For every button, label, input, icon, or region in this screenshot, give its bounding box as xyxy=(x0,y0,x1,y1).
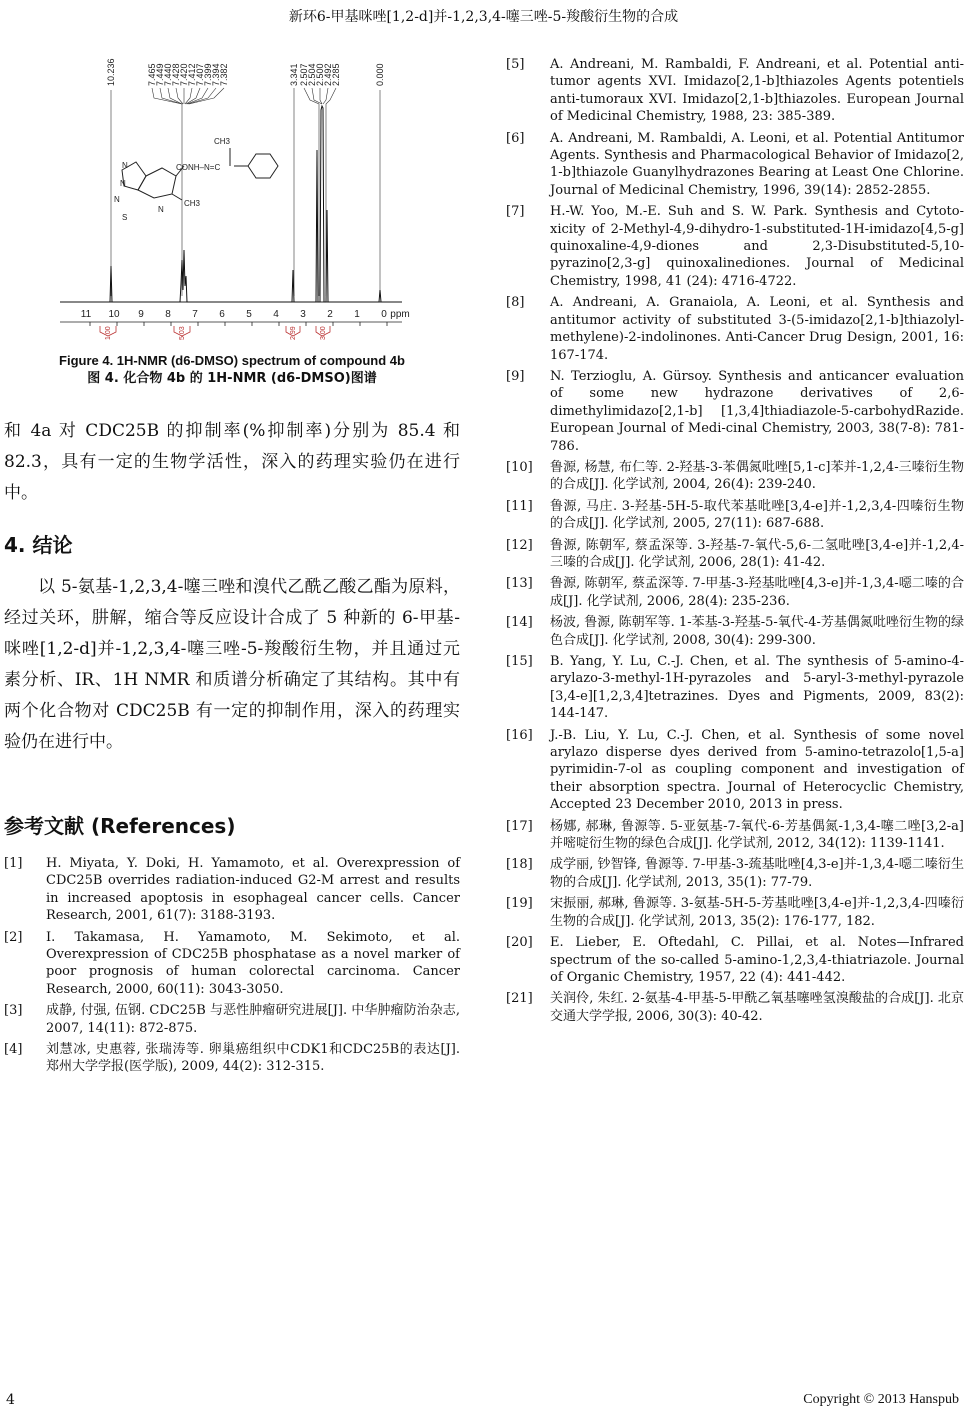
axis-tick: 9 xyxy=(138,309,144,320)
references-heading: 参考文献 (References) xyxy=(4,814,236,838)
peak-label: 7.394 xyxy=(211,63,221,86)
peak-label: 7.465 xyxy=(147,63,157,86)
reference-item: [11] 鲁源, 马庄. 3-羟基-5H-5-取代苯基吡唑[3,4-e]并-1,2,3,4-四嗪衍生物的合成[J]. 化学试剂, 2005, 27(11): 687-688. xyxy=(506,498,964,532)
structure-label: N xyxy=(120,179,126,188)
reference-list-right xyxy=(506,56,964,1025)
reference-item: [20] E. Lieber, E. Oftedahl, C. Pillai, et al. Notes—Infrared spectrum of the so-called 5-amino-1,2,3,4-thiatriazole. Journal of Organic Chemistry, 1957, 22 (4): 441-442. xyxy=(506,935,964,985)
peak-label: 2.500 xyxy=(315,63,325,86)
chemical-structure xyxy=(122,148,278,200)
peak-label: 2.504 xyxy=(307,63,317,86)
peak-label: 10.236 xyxy=(106,58,116,86)
integral-value: 5.03 xyxy=(179,326,186,340)
peak-label: 7.440 xyxy=(163,63,173,86)
axis-unit: ppm xyxy=(390,309,410,320)
nmr-spectrum xyxy=(4,40,460,340)
peak-label: 2.507 xyxy=(299,63,309,86)
reference-item: [7] H.-W. Yoo, M.-E. Suh and S. W. Park. Synthesis and Cytoto-xicity of 2-Methyl-4,9-dihydro-1-substituted-1H-imidazo[4,5-g] quinoxaline-4,9-diones and 2,3-Disubstituted-5,10-pyrazino[2,3-g] quinoxalinediones. Journal of Medicinal Chemistry, 1998, 41 (24): 4716-4722. xyxy=(506,204,964,289)
reference-item: [4] 刘慧冰, 史惠蓉, 张瑞涛等. 卵巢癌组织中CDK1和CDC25B的表达[J]. 郑州大学学报(医学版), 2009, 44(2): 312-315. xyxy=(4,1042,460,1075)
nmr-figure xyxy=(4,40,460,340)
peak-label: 7.407 xyxy=(195,63,205,86)
reference-item: [16] J.-B. Liu, Y. Lu, C.-J. Chen, et al. Synthesis of some novel arylazo disperse dyes derived from 5-amino-tetrazolo[1,5-a] pyrimidin-7-ol as coupling component and investigation of their absorption spectra. Journal of Heterocyclic Chemistry, Accepted 23 December 2010, 2013 in press. xyxy=(506,727,964,813)
axis-tick: 11 xyxy=(80,309,92,320)
integral-value: 1.00 xyxy=(105,326,112,340)
page-number: 4 xyxy=(6,1392,15,1408)
reference-item: [17] 杨娜, 郝琳, 鲁源等. 5-亚氨基-7-氧代-6-芳基偶氮-1,3,4-噻二唑[3,2-a]并嘧啶衍生物的绿色合成[J]. 化学试剂, 2012, 34(12): 1139-1141. xyxy=(506,818,964,852)
axis-tick: 6 xyxy=(219,309,225,320)
peak-label: 2.285 xyxy=(331,63,341,86)
reference-item: [8] A. Andreani, A. Granaiola, A. Leoni, et al. Synthesis and antitumor activity of substituted 3-(5-imidazo[2,1-b]thiazolyl-methylene)-2-indolinones. Anti-Cancer Drug Design, 2001, 16: 167-174. xyxy=(506,295,964,363)
integral-value: 3.00 xyxy=(320,326,327,340)
axis-tick: 4 xyxy=(273,309,279,320)
structure-label: CH3 xyxy=(184,199,201,208)
structure-label: N xyxy=(122,161,128,170)
peak-label: 7.399 xyxy=(203,63,213,86)
section-heading: 4. 结论 xyxy=(4,533,73,557)
left-column xyxy=(4,40,460,1080)
structure-label: CH3 xyxy=(214,137,231,146)
figure-caption-zh: 图 4. 化合物 4b 的 1H-NMR (d6-DMSO)图谱 xyxy=(87,371,377,386)
reference-item: [9] N. Terzioglu, A. Gürsoy. Synthesis and anticancer evaluation of some new hydrazone derivatives of 2,6-dimethylimidazo[2,1-b] [1,3,4]thiadiazole-5-carbohydRazide. European Journal of Medi-cinal Chemistry, 2003, 38(7-8): 781-786. xyxy=(506,368,964,454)
peak-label: 2.492 xyxy=(323,63,333,86)
reference-item: [10] 鲁源, 杨慧, 布仁等. 2-羟基-3-苯偶氮吡唑[5,1-c]苯并-1,2,4-三嗪衍生物的合成[J]. 化学试剂, 2004, 26(4): 239-240. xyxy=(506,459,964,493)
reference-item: [5] A. Andreani, M. Rambaldi, F. Andreani, et al. Potential anti-tumor agents XVI. Imidazo[2,1-b]thiazoles Agents potentiels anti-tumoraux XVI. Imidazo[2,1-b]thiazoles. European Journal of Medicinal Chemistry, 1988, 23: 385-389. xyxy=(506,57,964,125)
structure-label: N xyxy=(158,205,164,214)
structure-label: N xyxy=(114,195,120,204)
peak-label: 7.449 xyxy=(155,63,165,86)
running-header: 新环6-甲基咪唑[1,2-d]并-1,2,3,4-噻三唑-5-羧酸衍生物的合成 xyxy=(288,9,679,25)
reference-item: [15] B. Yang, Y. Lu, C.-J. Chen, et al. The synthesis of 5-amino-4-arylazo-3-methyl-1H-pyrazoles and 5-aryl-3-methyl-pyrazole [3,4-e][1,2,3,4]tetrazines. Dyes and Pigments, 2009, 83(2): 144-147. xyxy=(506,654,964,722)
reference-item: [6] A. Andreani, M. Rambaldi, A. Leoni, et al. Potential Antitumor Agents. Synthesis and Pharmacological Behavior of Imidazo[2, 1-b]thiazole Guanylhydrazones Bearing at Least One Chlorine. Journal of Medicinal Chemistry, 1996, 39(14): 2852-2855. xyxy=(506,130,964,198)
reference-item: [13] 鲁源, 陈朝军, 蔡孟深等. 7-甲基-3-羟基吡唑[4,3-e]并-1,3,4-噁二嗪的合成[J]. 化学试剂, 2006, 28(4): 235-236. xyxy=(506,576,964,609)
structure-label: S xyxy=(122,213,128,222)
reference-item: [14] 杨波, 鲁源, 陈朝军等. 1-苯基-3-羟基-5-氧代-4-芳基偶氮吡唑衍生物的绿色合成[J]. 化学试剂, 2008, 30(4): 299-300. xyxy=(506,615,964,648)
reference-item: [3] 成静, 付强, 伍钢. CDC25B 与恶性肿瘤研究进展[J]. 中华肿瘤防治杂志, 2007, 14(11): 872-875. xyxy=(4,1003,460,1036)
peak-label: 0.000 xyxy=(375,63,385,86)
reference-item: [2] I. Takamasa, H. Yamamoto, M. Sekimoto, et al. Overexpression of CDC25B phosphatase as a novel marker of poor prognosis of human colorectal carcinoma. Cancer Research, 2000, 60(11): 3043-3050. xyxy=(4,929,460,997)
axis-tick: 3 xyxy=(300,309,306,320)
reference-item: [12] 鲁源, 陈朝军, 蔡孟深等. 3-羟基-7-氧代-5,6-二氢吡唑[3,4-e]并-1,2,4-三嗪的合成[J]. 化学试剂, 2006, 28(1): 41-42. xyxy=(506,537,964,570)
axis-tick: 0 xyxy=(381,309,387,320)
peak-label: 7.420 xyxy=(179,63,189,86)
axis-tick: 1 xyxy=(354,309,360,320)
axis-tick: 10 xyxy=(108,309,120,320)
paragraph: 和 4a 对 CDC25B 的抑制率(%抑制率)分别为 85.4 和 82.3，具有一定的生物学活性，深入的药理实验仍在进行中。 xyxy=(4,421,460,503)
structure-label: CONH–N=C xyxy=(176,163,221,172)
integral-value: 2.99 xyxy=(290,326,297,340)
peak-label: 7.428 xyxy=(171,63,181,86)
figure-caption-en: Figure 4. 1H-NMR (d6-DMSO) spectrum of compound 4b xyxy=(59,353,405,368)
peak-label: 7.412 xyxy=(187,63,197,86)
peak-label: 7.382 xyxy=(219,63,229,86)
reference-item: [19] 宋振丽, 郝琳, 鲁源等. 3-氨基-5H-5-芳基吡唑[3,4-e]并-1,2,3,4-四嗪衍生物的合成[J]. 化学试剂, 2013, 35(2): 176-177, 182. xyxy=(506,896,964,929)
reference-item: [18] 成学丽, 钞智锋, 鲁源等. 7-甲基-3-巯基吡唑[4,3-e]并-1,3,4-噁二嗪衍生物的合成[J]. 化学试剂, 2013, 35(1): 77-79. xyxy=(506,857,964,890)
paragraph: 以 5-氨基-1,2,3,4-噻三唑和溴代乙酰乙酸乙酯为原料，经过关环，肼解，缩合等反应设计合成了 5 种新的 6-甲基-咪唑[1,2-d]并-1,2,3,4-噻三唑-5-羧酸衍生物，并且通过元素分析、IR、1H NMR 和质谱分析确定了其结构。其中有两个化合物对 CDC25B 有一定的抑制作用，深入的药理实验仍在进行中。 xyxy=(4,577,460,752)
reference-item: [21] 关润伶, 朱红. 2-氨基-4-甲基-5-甲酰乙氧基噻唑氢溴酸盐的合成[J]. 北京交通大学学报, 2006, 30(3): 40-42. xyxy=(506,991,964,1024)
axis-tick: 2 xyxy=(327,309,333,320)
axis-tick: 5 xyxy=(246,309,252,320)
copyright-notice: Copyright © 2013 Hanspub xyxy=(803,1392,959,1407)
reference-list-left xyxy=(4,855,460,1076)
right-column xyxy=(506,56,964,1029)
axis-tick: 8 xyxy=(165,309,171,320)
reference-item: [1] H. Miyata, Y. Doki, H. Yamamoto, et al. Overexpression of CDC25B overrides radiation-induced G2-M arrest and results in increased apoptosis in esophageal cancer cells. Cancer Research, 2001, 61(7): 3188-3193. xyxy=(4,856,460,924)
axis-tick: 7 xyxy=(192,309,198,320)
peak-label: 3.341 xyxy=(289,63,299,86)
